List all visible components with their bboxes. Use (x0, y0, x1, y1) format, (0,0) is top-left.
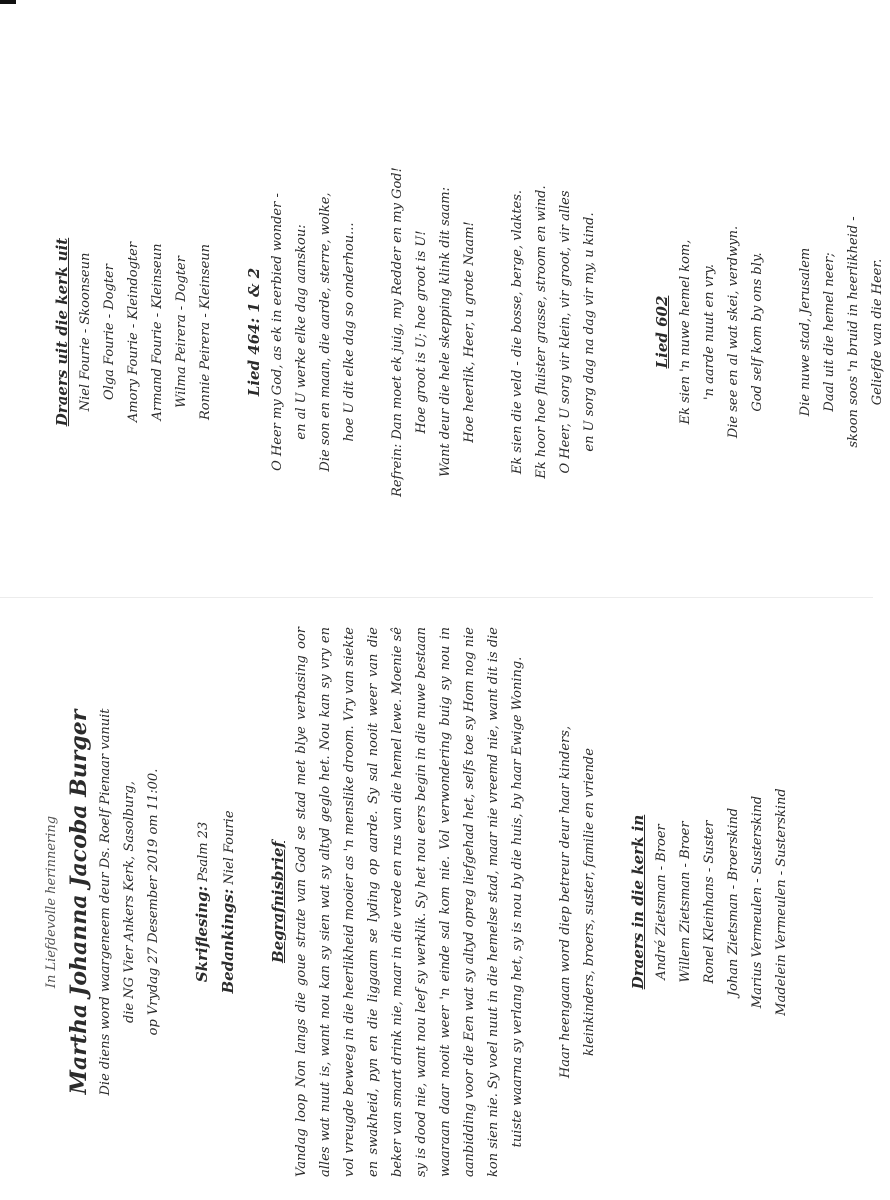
bearer-out: Niel Fourie - Skoonseun (78, 252, 93, 412)
hymn1-verse2-line: en U sorg dag na dag vir my, u kind. (582, 212, 597, 452)
corner-mark (0, 0, 16, 4)
hymn1-line: en al U werke elke dag aanskou: (294, 224, 309, 440)
hymn2-title: Lied 602 (653, 295, 671, 369)
bearer-in: Ronel Kleinhans - Suster (702, 820, 717, 984)
bearer-out: Ronnie Peirera - Kleinseun (198, 243, 213, 421)
bearer-in: Marius Vermeulen - Susterskind (750, 795, 765, 1009)
service-line-2: die NG Vier Ankers Kerk, Sasolburg, (122, 781, 137, 1023)
deceased-name: Martha Johanna Jacoba Burger (66, 709, 92, 1095)
hymn2-line: Ek sien 'n nuwe hemel kom, (678, 239, 693, 425)
hymn2-verse2-line: Die nuwe stad, Jerusalem (798, 247, 813, 417)
service-line-3: op Vrydag 27 Desember 2019 om 11:00. (146, 768, 161, 1036)
intro-text: In Liefdevolle herinnering (44, 815, 59, 989)
thanks-value: Niel Fourie (222, 810, 237, 885)
scripture-value: Psalm 23 (196, 821, 211, 882)
refrain-line: Refrein: Dan moet ek juig, my Redder en my God! (390, 167, 405, 497)
thanks-label: Bedankings: (219, 888, 237, 994)
bearers-out-title: Draers uit die kerk uit (53, 237, 71, 427)
fold-line (0, 597, 873, 598)
bearer-in: Willem Zietsman - Broer (678, 821, 693, 983)
hymn2-verse2-line: skoon soos 'n bruid in heerlikheid - (846, 216, 861, 448)
hymn1-verse2-line: Ek hoor hoe fluister grasse, stroom en wind. (534, 185, 549, 479)
refrain-line: Hoe groot is U; hoe groot is U! (414, 230, 429, 434)
hymn1-verse2-line: O Heer, U sorg vir klein, vir groot, vir alles (558, 190, 573, 474)
hymn1-verse2-line: Ek sien die veld - die bosse, berge, vlaktes. (510, 189, 525, 475)
mourned-line-2: kleinkinders, broers, suster, familie en vriende (582, 748, 597, 1056)
bearer-out: Olga Fourie - Dogter (102, 264, 117, 400)
bearer-in: Madelein Vermeulen - Susterskind (774, 788, 789, 1016)
bearer-out: Wilma Peirera - Dogter (174, 256, 189, 408)
hymn1-line: O Heer my God, as ek in eerbied wonder - (270, 193, 285, 471)
thanks-line (216, 627, 242, 1177)
bearer-out: Armand Fourie - Kleinseun (150, 243, 165, 421)
scripture-label: Skriflesing: (193, 885, 211, 983)
hymn1-line: hoe U dit elke dag so onderhou... (342, 222, 357, 442)
bearers-in-title: Draers in die kerk in (629, 814, 647, 990)
hymn2-line: God self kom by ons bly. (750, 252, 765, 412)
hymn1-line: Die son en maan, die aarde, sterre, wolke, (318, 192, 333, 472)
hymn2-verse2-line: Daal uit die hemel neer; (822, 252, 837, 412)
hymn2-line: Die see en al wat skei, verdwyn. (726, 225, 741, 439)
service-line-1: Die diens word waargeneem deur Ds. Roelf Pienaar vanuit (98, 708, 113, 1096)
scripture-line (190, 627, 216, 1177)
bearer-out: Amory Fourie - Kleindogter (126, 241, 141, 423)
mourned-line-1: Haar heengaan word diep betreur deur haar kinders, (558, 725, 573, 1079)
bearer-in: Johan Zietsman - Broerskind (726, 807, 741, 997)
refrain-line: Want deur die hele skepping klink dit saam: (438, 187, 453, 477)
hymn2-verse2-line: Geliefde van die Heer. (870, 258, 885, 406)
hymn2-line: 'n aarde nuut en vry. (702, 264, 717, 400)
refrain-line: Hoe heerlik, Heer, u grote Naam! (462, 221, 477, 443)
right-panel (50, 77, 885, 587)
bearer-in: André Zietsman - Broer (654, 824, 669, 980)
hymn1-title: Lied 464: 1 & 2 (245, 267, 263, 397)
letter-text: Vandag loop Non langs die goue strate van God se stad met blye verbasing oor alles wat nuut is, want nou kan sy sien wat sy altyd geglo het. Nou kan sy vry en vol vreugde beweeg in die heerlikheid mooier as 'n menslike droom. Vry van siekte en swakheid, pyn en die liggaam se lyding op aarde. Sy sal nooit weer van die beker van smart drink nie, maar in die vrede en rus van die hemel lewe. Moenie sê sy is dood nie, want nou leef sy werklik. Sy het nou eers begin in die nuwe bestaan waaraan daar nooit weer 'n einde sal kom nie. Vol verwondering buig sy nou in aanbidding voor die Een wat sy altyd opreg liefgehad het, selfs toe sy Hom nog nie kon sien nie. Sy voel nuut in die hemelse stad, maar nie vreemd nie, want dit is die tuiste waarna sy verlang het, sy is nou by die huis, by haar Ewige Woning. (294, 627, 525, 1177)
left-panel (40, 627, 860, 1177)
letter-title: Begrafnisbrief (269, 841, 287, 963)
